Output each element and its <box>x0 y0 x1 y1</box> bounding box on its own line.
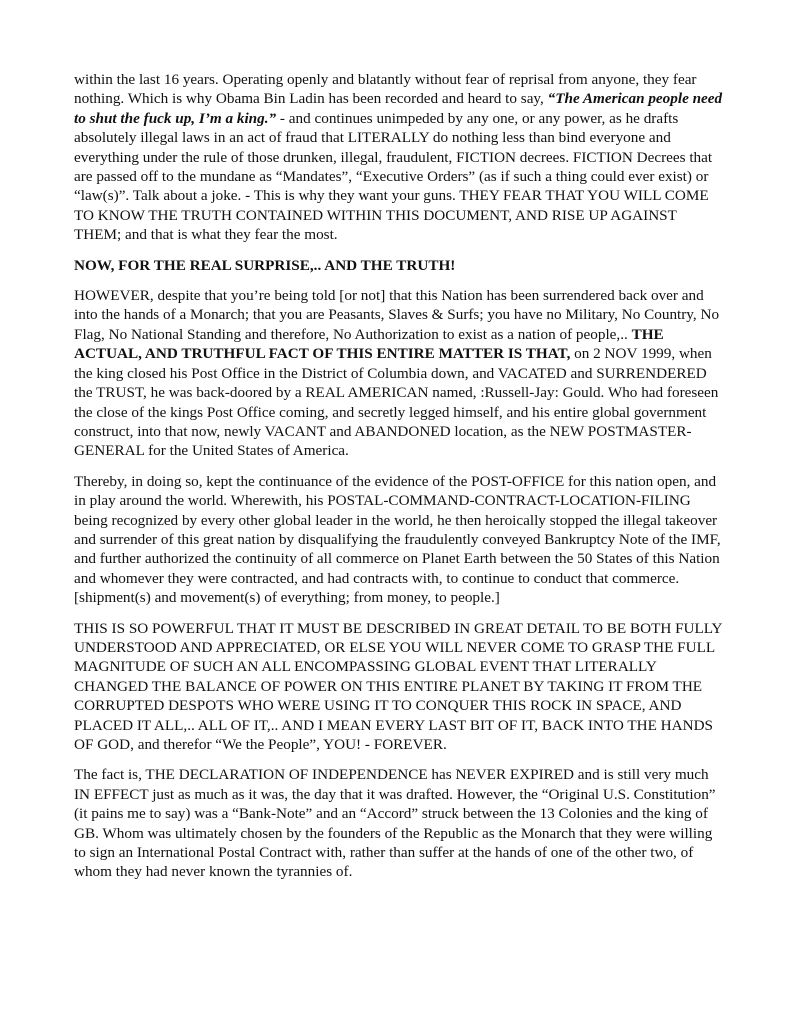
actual-fact-emphasis: THE ACTUAL, AND TRUTHFUL FACT OF THIS ENTIRE MATTER IS THAT, <box>74 325 664 363</box>
paragraph-however-text-a: HOWEVER, despite that you’re being told [or not] that this Nation has been surrendered back over and into the hands of a Monarch; that you are Peasants, Slaves & Surfs; you have no Military, No Country, No Flag, No National Standing and therefore, No Authorization to exist as a nation of people,.. <box>74 287 720 343</box>
paragraph-intro <box>74 70 724 245</box>
paragraph-intro-text-a: within the last 16 years. Operating openly and blatantly without fear of reprisal from anyone, they fear nothing. Which is why Obama Bin Ladin has been recorded and heard to say, <box>74 71 697 108</box>
paragraph-thereby: Thereby, in doing so, kept the continuance of the evidence of the POST-OFFICE for this nation open, and in play around the world. Wherewith, his POSTAL-COMMAND-CONTRACT-LOCATION-FILING being recognized by every other global leader in the world, he then heroically stopped the illegal takeover and surrender of this great nation by disqualifying the fraudulently conveyed Bankruptcy Note of the IMF, and further authorized the continuity of all commerce on Planet Earth between the 50 States of this Nation and whomever they were contracted, and had contracts with, to continue to conduct that commerce. [shipment(s) and movement(s) of everything; from money, to people.] <box>74 472 721 607</box>
paragraph-intro-text-b: - and continues unimpeded by any one, or any power, as he drafts absolutely illegal laws in an act of fraud that LITERALLY do nothing less than bind everyone and everything under the rule of those drunken, illegal, fraudulent, FICTION decrees. FICTION Decrees that are passed off to the mundane as “Mandates”, “Executive Orders” (as if such a thing could ever exist) or “law(s)”. Talk about a joke. - This is why they want your guns. THEY FEAR THAT YOU WILL COME TO KNOW THE TRUTH CONTAINED WITHIN THIS DOCUMENT, AND RISE UP AGAINST THEM; and that is what they fear the most. <box>74 109 713 244</box>
document-page <box>74 70 724 893</box>
obama-quote: “The American people need to shut the fuck up, I’m a king.” <box>74 90 723 127</box>
paragraph-declaration: The fact is, THE DECLARATION OF INDEPENDENCE has NEVER EXPIRED and is still very much IN EFFECT just as much as it was, the day that it was drafted. However, the “Original U.S. Constitution” (it pains me to say) was a “Bank-Note” and an “Accord” struck between the 13 Colonies and the king of GB. Whom was ultimately chosen by the founders of the Republic as the Monarch that they were willing to sign an International Postal Contract with, rather than suffer at the hands of one of the other two, of whom they had never known the tyrannies of. <box>74 766 716 881</box>
paragraph-powerful: THIS IS SO POWERFUL THAT IT MUST BE DESCRIBED IN GREAT DETAIL TO BE BOTH FULLY UNDERSTOOD AND APPRECIATED, OR ELSE YOU WILL NEVER COME TO GRASP THE FULL MAGNITUDE OF SUCH AN ALL ENCOMPASSING GLOBAL EVENT THAT LITERALLY CHANGED THE BALANCE OF POWER ON THIS ENTIRE PLANET BY TAKING IT FROM THE CORRUPTED DESPOTS WHO WERE USING IT TO CONQUER THIS ROCK IN SPACE, AND PLACED IT ALL,.. ALL OF IT,.. AND I MEAN EVERY LAST BIT OF IT, BACK INTO THE HANDS OF GOD, and therefor “We the People”, YOU! - FOREVER. <box>74 619 722 753</box>
paragraph-however <box>74 286 724 461</box>
section-heading: NOW, FOR THE REAL SURPRISE,.. AND THE TRUTH! <box>74 256 456 274</box>
paragraph-however-text-b: on 2 NOV 1999, when the king closed his Post Office in the District of Columbia down, and VACATED and SURRENDERED the TRUST, he was back-doored by a REAL AMERICAN named, :Russell-Jay: Gould. Who had foreseen the close of the kings Post Office coming, and secretly legged himself, and his entire global government construct, into that now, newly VACANT and ABANDONED location, as the NEW POSTMASTER-GENERAL for the United States of America. <box>74 345 719 460</box>
